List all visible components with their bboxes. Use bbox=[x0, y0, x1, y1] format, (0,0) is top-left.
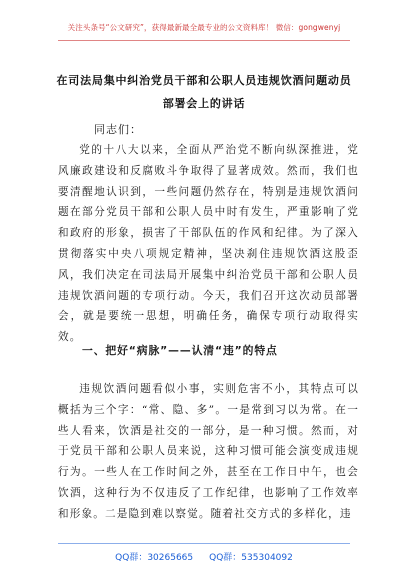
header-divider bbox=[58, 40, 350, 41]
footer-divider bbox=[58, 543, 350, 544]
document-title-line1: 在司法局集中纠治党员干部和公职人员违规饮酒问题动员 bbox=[56, 74, 352, 87]
paragraph-section1: 违规饮酒问题看似小事，实则危害不小，其特点可以概括为三个字：“常、隐、多”。一是常到习以为常。在一些人看来，饮酒是社交的一部分，是一种习惯。然而，对于党员干部和公职人员来说，这种习惯可能会演变成违规行为。一些人在工作时间之外，甚至在工作日中午，也会饮酒，这种行为不仅违反了工作纪律，也影响了工作效率和形象。二是隐到难以察觉。随着社交方式的多样化，违 bbox=[58, 383, 359, 520]
footer-qq-group-2[interactable]: QQ群：535304092 bbox=[209, 553, 293, 563]
footer-qq-group-1[interactable]: QQ群：30265665 bbox=[115, 553, 194, 563]
header-notice: 关注头条号“公文研究”，获得最新最全最专业的公文资料库！ 微信：gongwenyj bbox=[67, 23, 341, 32]
footer bbox=[0, 550, 408, 563]
greeting: 同志们： bbox=[94, 123, 142, 136]
paragraph-intro: 党的十八大以来，全面从严治党不断向纵深推进，党风廉政建设和反腐败斗争取得了显著成效。然而，我们也要清醒地认识到，一些问题仍然存在，特别是违规饮酒问题在部分党员干部和公职人员中时有发生，严重影响了党和政府的形象，损害了干部队伍的作风和纪律。为了深入贯彻落实中央八项规定精神，坚决刹住违规饮酒这股歪风，我们决定在司法局开展集中纠治党员干部和公职人员违规饮酒问题的专项行动。今天，我们召开这次动员部署会，就是要统一思想，明确任务，确保专项行动取得实效。 bbox=[58, 144, 359, 344]
section-heading: 一、把好“病脉”——认清“违”的特点 bbox=[82, 344, 278, 357]
document-title-line2: 部署会上的讲话 bbox=[162, 97, 246, 110]
